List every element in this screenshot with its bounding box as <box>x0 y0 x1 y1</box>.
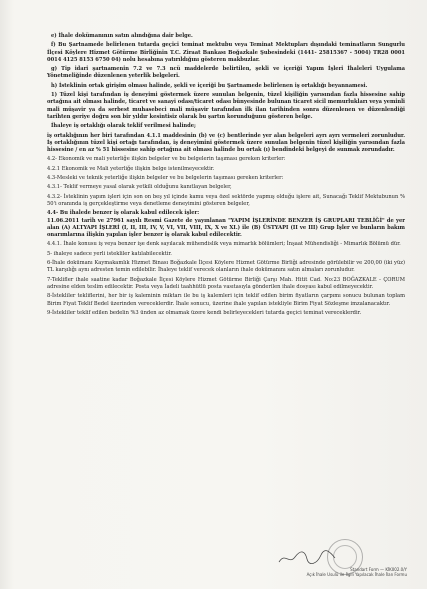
paragraph-f: f) Bu Şartnamede belirlenen tutarda geçici teminat mektubu veya Teminat Mektupları dışındaki teminatların Sungurlu İlçesi Köylere Hizmet Götürme Birliğinin T.C. Ziraat Bankası Boğazkale Şubesindeki (1441- 25815367 - 5004) TR28 0001 0014 4125 8153 6750 04) nolu hesabına yatırıldığını gösteren makbuzlar. <box>47 42 405 63</box>
footer-form-code: Standart Form — KİK002.0/Y <box>350 567 407 572</box>
paragraph-4-2: 4.2- Ekonomik ve mali yeterliğe ilişkin belgeler ve bu belgelerin taşıması gereken kriterler: <box>47 156 286 163</box>
paragraph-4-2-1: 4.2.1 Ekonomik ve Mali yeterliğe ilişkin belge istenilmeyecektir. <box>47 165 215 172</box>
paragraph-1: 1) Tüzel kişi tarafından iş deneyimi göstermek üzere sunulan belgenin, tüzel kişiliğin yarısından fazla hissesine sahip ortağına ait olması halinde, ticaret ve sanayi odası/ticaret odası bünyesinde bulunan ticaret sicil memurlukları veya yeminli mali müşavir ya da serbest muhasebeci mali müşavir tarafından ilk ilan tarihinden sonra düzenlenen ve düzenlendiği tarihten geriye doğru son bir yıldır kesintisiz olarak bu şartın korunduğunu gösteren belge. <box>47 92 405 120</box>
signature-scribble <box>277 549 337 567</box>
paragraph-8: 8-İstekliler tekliflerini, her bir iş kaleminin miktarı ile bu iş kalemleri için teklif edilen birim fiyatların çarpımı sonucu bulunan toplam Birim Fiyat Teklif Bedel üzerinden vereceklerdir. İhale sonucu, üzerine ihale yapılan istekliyle Birim Fiyat Sözleşme imzalanacaktır. <box>47 293 405 307</box>
paragraph-4-4: 4.4- Bu ihalede benzer iş olarak kabul edilecek işler: 11.06.2011 tarih ve 27961 sayılı Resmi Gazete de yayınlanan "YAPIM İŞLERİNDE BENZER İŞ GRUPLARI TEBLİĞİ" de yer alan (A) ALTYAPI İŞLERİ (I, II, III, IV, V, VI, VII, VIII, IX, X ve XI.) ile (B) ÜSTYAPI (II ve III) Grup İşler ve bunların bakım onarımlarına ilişkin yapılan işler benzer iş olarak kabul edilecektir. <box>47 210 405 239</box>
paragraph-9: 9-İstekliler teklif edilen bedelin %3 ünden az olmamak üzere kendi belirleyecekleri tutarda geçici teminat vereceklerdir. <box>47 309 362 316</box>
paragraph-5: 5- ihaleye sadece yerli istekliler katılabilecektir. <box>47 250 172 257</box>
paragraph-e: e) İhale dokümanının satın alındığına dair belge. <box>51 33 193 39</box>
paragraph-4-3-1: 4.3.1- Teklif vermeye yasal olarak yetkili olduğunu kanıtlayan belgeler, <box>47 184 232 191</box>
footer-form-title: Açık İhale Usulü ile İlgili Yapılacak İhale İlan Formu <box>306 572 407 577</box>
paragraph-joint-venture-heading: İhaleye iş ortaklığı olarak teklif verilmesi halinde; <box>51 123 196 130</box>
paragraph-h: h) İsteklinin ortak girişim olması halinde, şekli ve içeriği bu Şartnamede belirlenen iş ortaklığı beyannamesi. <box>51 82 368 89</box>
document-body <box>47 33 405 317</box>
paragraph-4-4-1: 4.4.1. İhale konusu iş veya benzer işe denk sayılacak mühendislik veya mimarlık bölümleri; İnşaat Mühendisliği - Mimarlık Bölümü dür. <box>47 241 401 248</box>
paragraph-4-3-2: 4.3.2- İsteklinin yapım işleri için son on beş yıl içinde kamu veya özel sektörde yapmış olduğu işlere ait, Sunacağı Teklif Mektubunun % 50'i oranında iş gerçekleştirme veya denetleme deneyimini gösteren belgeler, <box>47 193 405 208</box>
form-footer <box>307 567 407 577</box>
paragraph-7: 7-Teklifler ihale saatine kadar Boğazkale İlçesi Köylere Hizmet Götürme Birliği Çarşı Mah. Hitit Cad. No:23 BOĞAZKALE - ÇORUM adresine elden teslim edilecektir. Posta veya İadeli taahhütlü posta vasıtasıyla gönderilen ihale dosyası kabul edilmeyecektir. <box>47 276 405 290</box>
paragraph-joint-venture: iş ortaklığının her biri tarafından 4.1.1 maddesinin (b) ve (c) bentlerinde yer alan belgeleri ayrı ayrı vermeleri zorunludur. İş ortaklığının tüzel kişi ortağı tarafından, iş deneyimini göstermek üzere sunulan belgenin tüzel kişiliğin yarısından fazla hissesine / en az % 51 hissesine sahip ortağına ait olması halinde bu ortak (ı) bendindeki belgeyi de sunmak zorundadır. <box>47 132 405 154</box>
paragraph-g: g) Tip idari şartnamenin 7.2 ve 7.3 ncü maddelerde belirtilen, şekli ve içeriği Yapım İşleri İhaleleri Uygulama Yönetmeliğinde düzenlenen yeterlik belgeleri. <box>47 66 405 80</box>
paragraph-4-3: 4.3-Mesleki ve teknik yeterliğe ilişkin belgeler ve bu belgelerin taşıması gereken kriterler: <box>47 175 284 182</box>
paragraph-6: 6-İhale dokümanı Kaymakamlık Hizmet Binası Boğazkale İlçesi Köylere Hizmet Götürme Birliği adresinde görülebilir ve 200,00 (iki yüz) TL karşılığı aynı adresten temin edilebilir. İhaleye teklif verecek olanların ihale dokümanını satın almaları zorunludur. <box>47 260 405 274</box>
